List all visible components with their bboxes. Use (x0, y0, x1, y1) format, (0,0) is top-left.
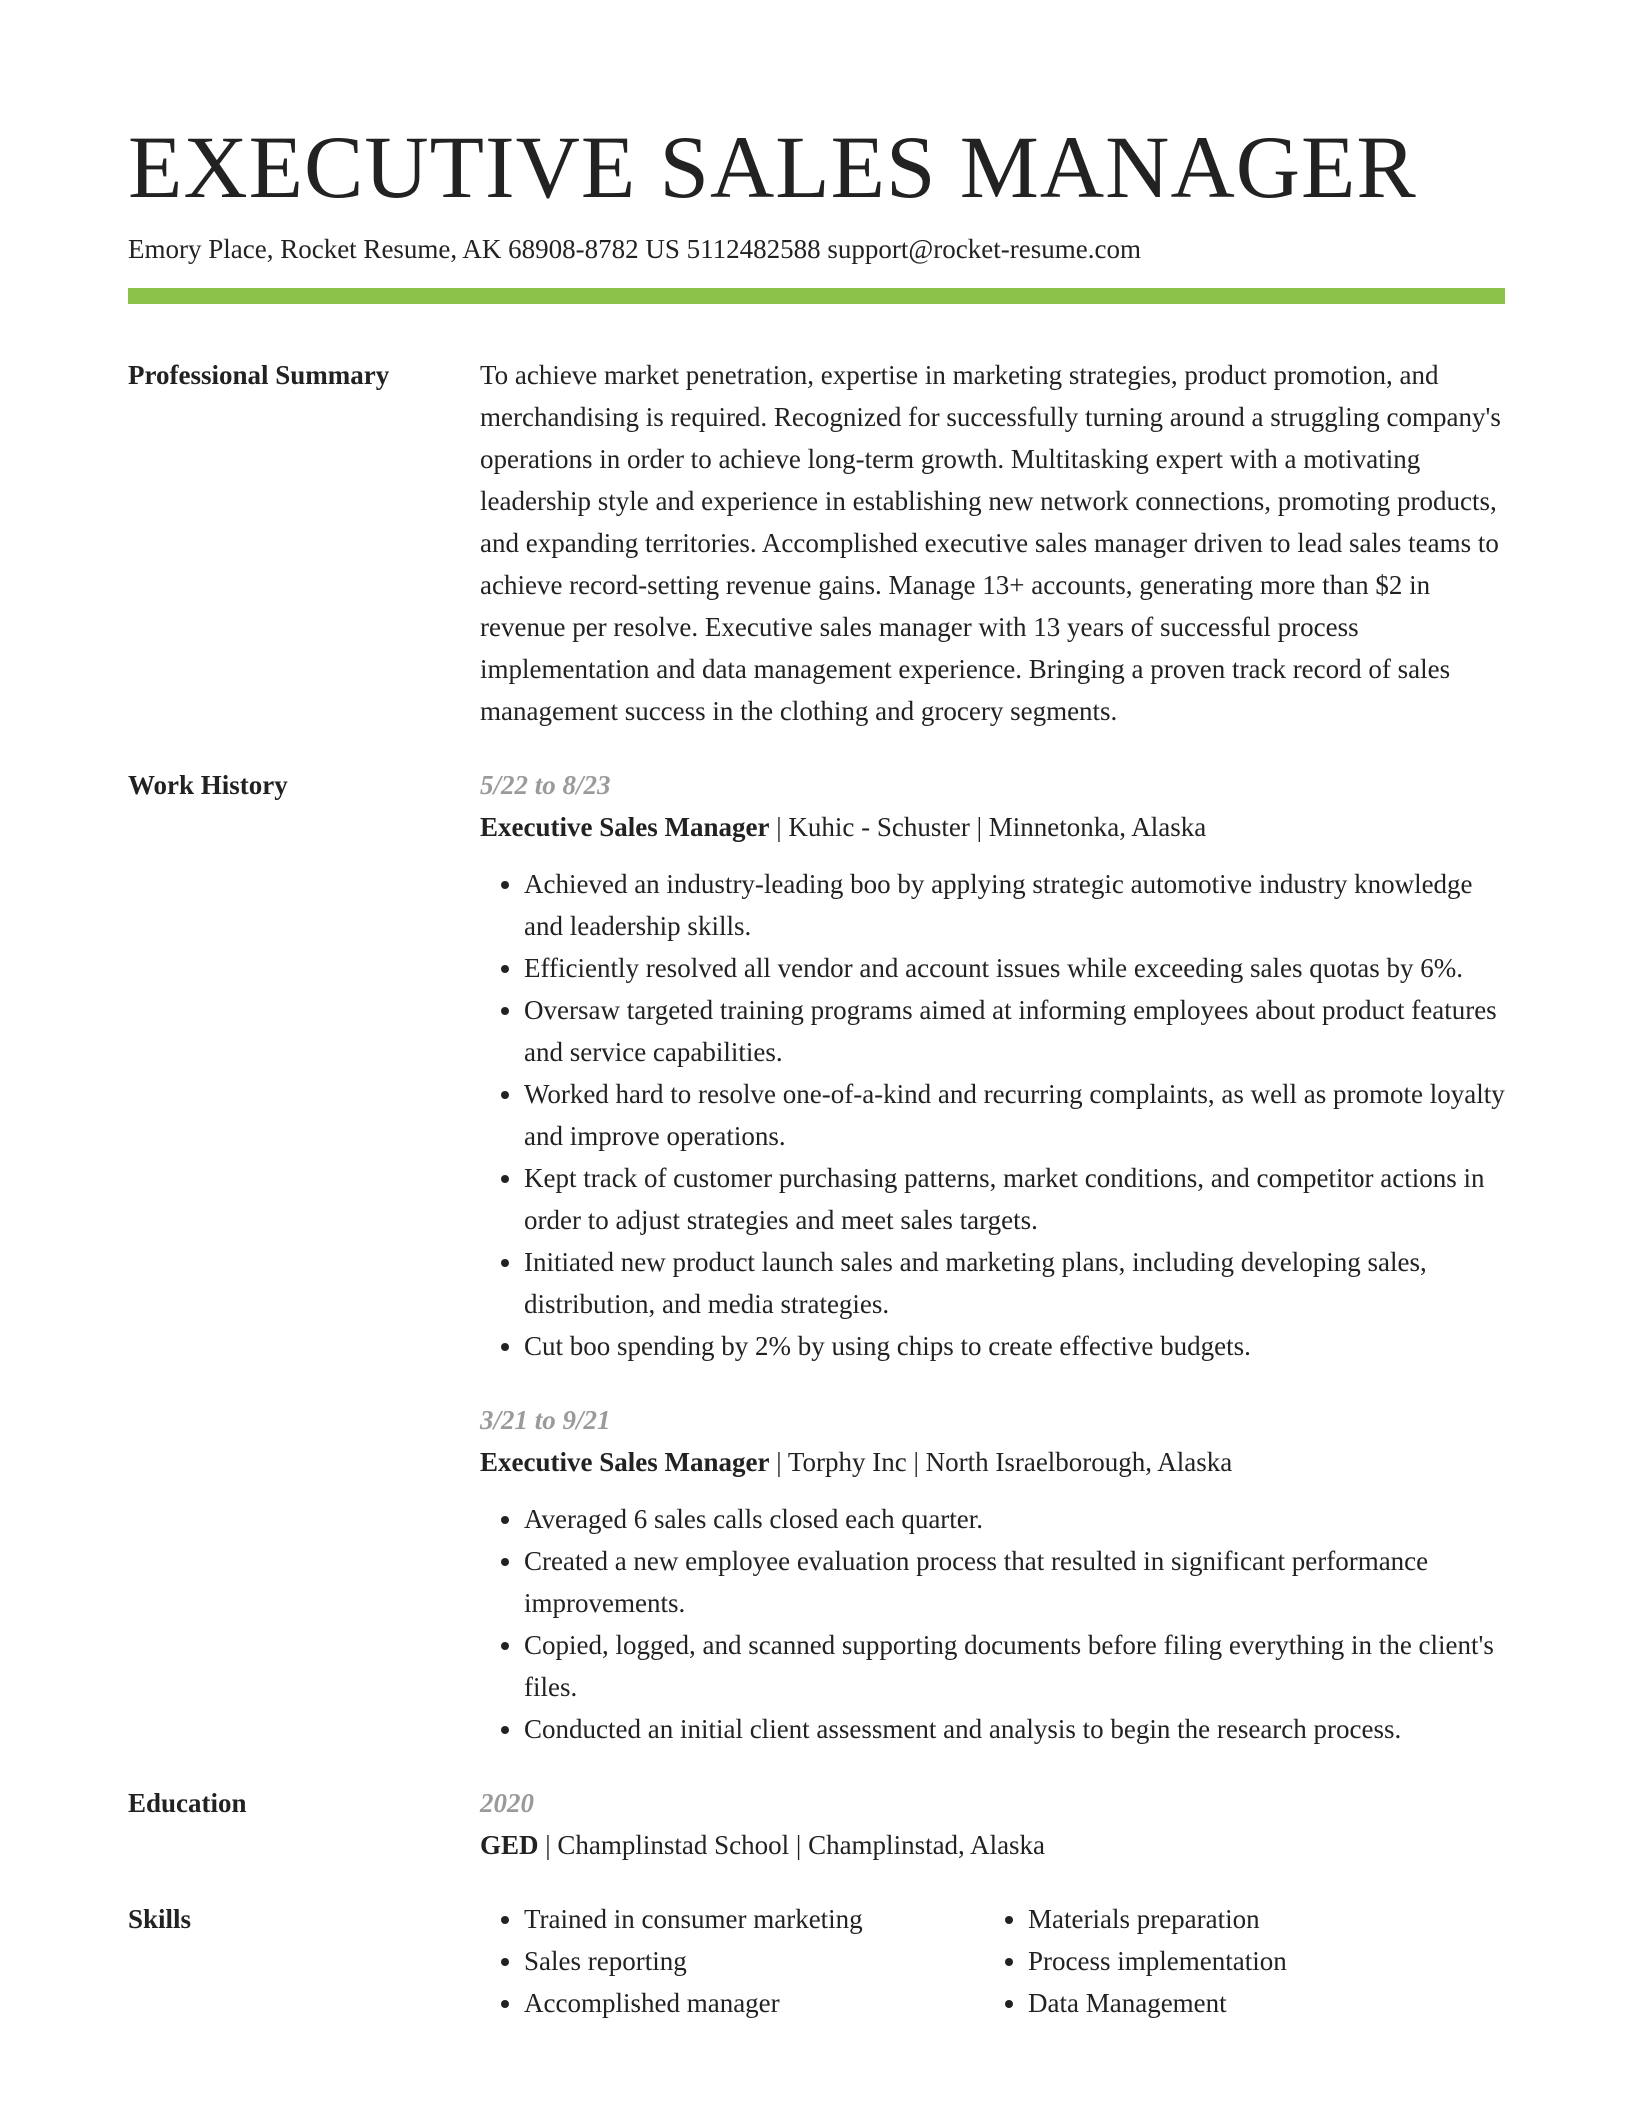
job-entry (480, 1399, 1505, 1750)
skills-section (128, 1898, 1505, 2024)
job-bullets (480, 1498, 1505, 1750)
list-item: • Trained in consumer marketing (524, 1898, 984, 1940)
education-degree: GED (480, 1830, 539, 1860)
summary-section (128, 354, 1505, 732)
job-dates: 5/22 to 8/23 (480, 770, 611, 800)
education-content (480, 1782, 1505, 1866)
job-title: Executive Sales Manager (480, 1447, 770, 1477)
skills-list-right (984, 1898, 1488, 2024)
section-heading-work-history: Work History (128, 770, 288, 800)
list-item: • Achieved an industry-leading boo by applying strategic automotive industry knowledge and leadership skills. (524, 863, 1505, 947)
list-item: • Conducted an initial client assessment and analysis to begin the research process. (524, 1708, 1505, 1750)
job-heading (480, 1441, 1505, 1483)
list-item: • Averaged 6 sales calls closed each quarter. (524, 1498, 1505, 1540)
list-item: • Accomplished manager (524, 1982, 984, 2024)
list-item: • Created a new employee evaluation process that resulted in significant performance improvements. (524, 1540, 1505, 1624)
list-item: • Initiated new product launch sales and marketing plans, including developing sales, distribution, and media strategies. (524, 1241, 1505, 1325)
skills-list-left (480, 1898, 984, 2024)
list-item: • Efficiently resolved all vendor and account issues while exceeding sales quotas by 6%. (524, 947, 1505, 989)
list-item: • Kept track of customer purchasing patterns, market conditions, and competitor actions in order to adjust strategies and meet sales targets. (524, 1157, 1505, 1241)
section-heading-skills: Skills (128, 1904, 192, 1934)
work-history-section (128, 764, 1505, 1750)
job-dates: 3/21 to 9/21 (480, 1405, 611, 1435)
section-heading-summary: Professional Summary (128, 360, 390, 390)
education-details: | Champlinstad School | Champlinstad, Alaska (538, 1830, 1046, 1860)
summary-text: To achieve market penetration, expertise in marketing strategies, product promotion, and merchandising is required. Recognized for successfully turning around a struggling company's operations in order to achieve long-term growth. Multitasking expert with a motivating leadership style and experience in establishing new network connections, promoting products, and expanding territories. Accomplished executive sales manager driven to lead sales teams to achieve record-setting revenue gains. Manage 13+ accounts, generating more than $2 in revenue per resolve. Executive sales manager with 13 years of successful process implementation and data management experience. Bringing a proven track record of sales management success in the clothing and grocery segments. (480, 360, 1501, 726)
job-details: | Kuhic - Schuster | Minnetonka, Alaska (769, 812, 1207, 842)
list-item: • Oversaw targeted training programs aimed at informing employees about product features and service capabilities. (524, 989, 1505, 1073)
list-item: • Copied, logged, and scanned supporting documents before filing everything in the client's files. (524, 1624, 1505, 1708)
list-item: • Process implementation (1028, 1940, 1488, 1982)
page-title: EXECUTIVE SALES MANAGER (128, 119, 1417, 217)
education-year: 2020 (480, 1788, 534, 1818)
job-bullets (480, 863, 1505, 1367)
job-heading (480, 806, 1505, 848)
list-item: • Materials preparation (1028, 1898, 1488, 1940)
education-heading (480, 1824, 1505, 1866)
list-item: • Sales reporting (524, 1940, 984, 1982)
accent-divider (128, 288, 1505, 304)
job-title: Executive Sales Manager (480, 812, 770, 842)
contact-info: Emory Place, Rocket Resume, AK 68908-8782 US 5112482588 support@rocket-resume.com (128, 234, 1141, 264)
job-entry (480, 764, 1505, 1367)
list-item: • Worked hard to resolve one-of-a-kind and recurring complaints, as well as promote loyalty and improve operations. (524, 1073, 1505, 1157)
section-heading-education: Education (128, 1788, 247, 1818)
resume-page (128, 0, 1505, 2024)
list-item: • Cut boo spending by 2% by using chips to create effective budgets. (524, 1325, 1505, 1367)
work-history-content (480, 764, 1505, 1750)
job-details: | Torphy Inc | North Israelborough, Alaska (769, 1447, 1233, 1477)
skills-grid (480, 1898, 1505, 2024)
education-section (128, 1782, 1505, 1866)
list-item: • Data Management (1028, 1982, 1488, 2024)
